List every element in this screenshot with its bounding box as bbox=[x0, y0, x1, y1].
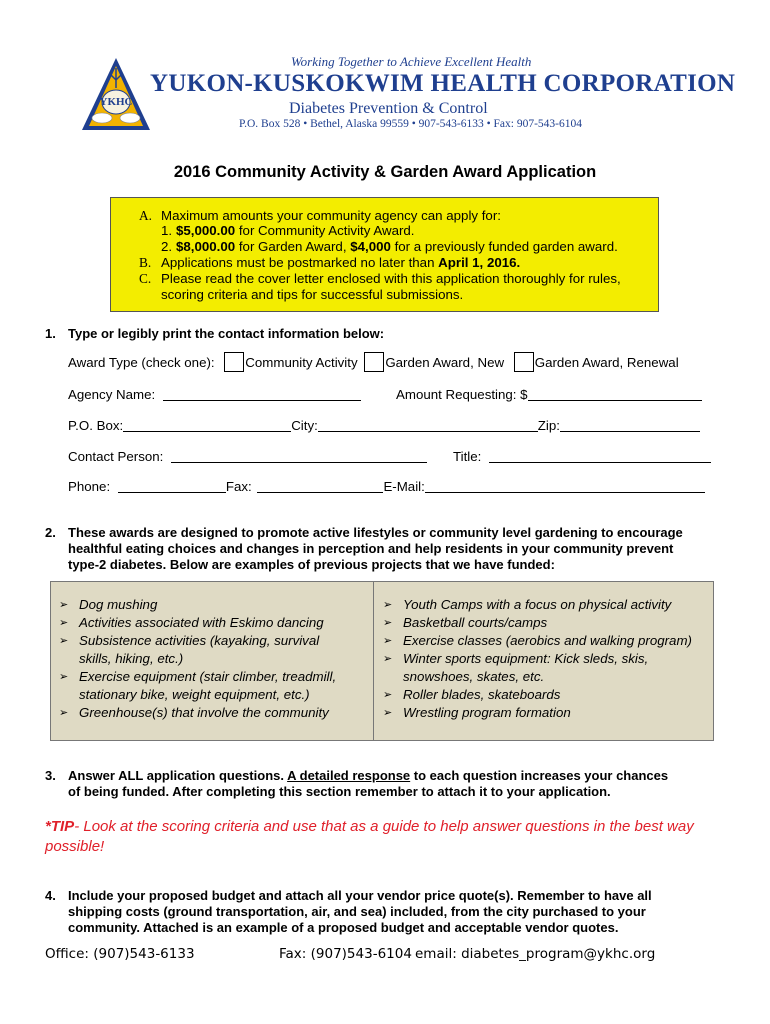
amount-requesting-field[interactable] bbox=[528, 387, 702, 401]
example-text: Wrestling program formation bbox=[403, 705, 571, 720]
zip-label: Zip: bbox=[537, 418, 560, 433]
example-text: snowshoes, skates, etc. bbox=[403, 669, 545, 684]
example-text: Activities associated with Eskimo dancing bbox=[79, 615, 324, 630]
city-label: City: bbox=[291, 418, 318, 433]
fax-label: Fax: bbox=[225, 479, 252, 494]
contact-person-field[interactable] bbox=[171, 449, 427, 463]
section-3-line-2: of being funded. After completing this section remember to attach it to your application. bbox=[68, 784, 611, 799]
organization-address: P.O. Box 528 • Bethel, Alaska 99559 • 907-543-6133 • Fax: 907-543-6104 bbox=[239, 118, 583, 130]
arrow-bullet-icon: ➢ bbox=[59, 671, 69, 683]
section-2-line-3: type-2 diabetes. Below are examples of previous projects that we have funded: bbox=[68, 557, 555, 572]
garden-renewal-label: Garden Award, Renewal bbox=[534, 355, 679, 370]
info-line-1: for Community Activity Award. bbox=[235, 223, 415, 238]
example-text: Winter sports equipment: Kick sleds, skis, bbox=[403, 651, 649, 666]
list-item-continuation bbox=[55, 650, 371, 668]
arrow-bullet-icon: ➢ bbox=[383, 653, 393, 665]
list-item bbox=[379, 650, 713, 668]
renewal-max-amount: $4,000 bbox=[350, 239, 391, 254]
arrow-bullet-icon: ➢ bbox=[59, 707, 69, 719]
agency-name-field[interactable] bbox=[163, 387, 361, 401]
footer-fax: Fax: (907)543-6104 bbox=[279, 946, 412, 962]
agency-name-label: Agency Name: bbox=[68, 387, 156, 402]
section-2-line-1: These awards are designed to promote active lifestyles or community level gardening to encourage bbox=[68, 525, 683, 540]
section-3-text bbox=[68, 768, 668, 800]
tip-note bbox=[45, 817, 725, 857]
fax-field[interactable] bbox=[257, 479, 383, 493]
logo-text: YKHC bbox=[99, 96, 133, 108]
info-line-2: for a previously funded garden award. bbox=[390, 239, 618, 254]
section-1-number: 1. bbox=[45, 326, 56, 341]
list-item bbox=[55, 614, 371, 632]
arrow-bullet-icon: ➢ bbox=[383, 635, 393, 647]
example-text: skills, hiking, etc.) bbox=[79, 651, 184, 666]
arrow-bullet-icon: ➢ bbox=[59, 635, 69, 647]
award-type-label: Award Type (check one): bbox=[68, 355, 215, 370]
arrow-bullet-icon: ➢ bbox=[383, 707, 393, 719]
organization-name: YUKON-KUSKOKWIM HEALTH CORPORATION bbox=[150, 70, 736, 97]
tip-text: - Look at the scoring criteria and use that as a guide to help answer questions in the best way possible! bbox=[45, 818, 694, 855]
info-line-b: Applications must be postmarked no later than bbox=[161, 255, 439, 270]
footer-email: email: diabetes_program@ykhc.org bbox=[415, 946, 656, 962]
amount-row bbox=[396, 387, 702, 402]
example-text: Basketball courts/camps bbox=[403, 615, 548, 630]
phone-label: Phone: bbox=[68, 479, 111, 494]
example-text: stationary bike, weight equipment, etc.) bbox=[79, 687, 310, 702]
example-text: Dog mushing bbox=[79, 597, 158, 612]
list-item bbox=[55, 668, 371, 686]
list-item bbox=[55, 596, 371, 614]
info-line-2-mid: for Garden Award, bbox=[235, 239, 351, 254]
example-text: Roller blades, skateboards bbox=[403, 687, 561, 702]
column-divider bbox=[373, 582, 374, 740]
contact-row bbox=[68, 449, 427, 464]
example-text: Exercise equipment (stair climber, treadmill, bbox=[79, 669, 337, 684]
award-type-row bbox=[68, 352, 679, 372]
garden-new-checkbox[interactable] bbox=[364, 352, 384, 372]
example-text: Greenhouse(s) that involve the community bbox=[79, 705, 329, 720]
list-item bbox=[379, 704, 713, 722]
section-4-line-2: shipping costs (ground transportation, air, and sea) included, from the city purchased to your bbox=[68, 904, 646, 919]
section-2-line-2: healthful eating choices and changes in perception and help residents in your community prevent bbox=[68, 541, 674, 556]
program-subtitle: Diabetes Prevention & Control bbox=[289, 100, 488, 117]
page-title: 2016 Community Activity & Garden Award Application bbox=[173, 163, 597, 181]
contact-person-label: Contact Person: bbox=[68, 449, 164, 464]
marker-b: B. bbox=[139, 255, 152, 270]
example-text: Exercise classes (aerobics and walking program) bbox=[403, 633, 692, 648]
email-field[interactable] bbox=[425, 479, 705, 493]
address-row bbox=[68, 418, 700, 433]
community-activity-label: Community Activity bbox=[245, 355, 358, 370]
title-label: Title: bbox=[453, 449, 482, 464]
section-3-underlined: A detailed response bbox=[287, 768, 411, 783]
agency-row bbox=[68, 387, 361, 402]
marker-2: 2. bbox=[161, 239, 173, 254]
section-4-line-1: Include your proposed budget and attach all your vendor price quote(s). Remember to have all bbox=[68, 888, 652, 903]
garden-new-label: Garden Award, New bbox=[385, 355, 505, 370]
marker-1: 1. bbox=[161, 223, 173, 238]
list-item bbox=[379, 632, 713, 650]
info-line-a: Maximum amounts your community agency can apply for: bbox=[161, 208, 501, 223]
email-label: E-Mail: bbox=[383, 479, 425, 494]
garden-max-amount: $8,000.00 bbox=[176, 239, 236, 254]
section-4-number: 4. bbox=[45, 888, 56, 903]
info-box bbox=[110, 197, 659, 312]
arrow-bullet-icon: ➢ bbox=[383, 599, 393, 611]
list-item bbox=[55, 632, 371, 650]
list-item bbox=[379, 686, 713, 704]
example-text: Subsistence activities (kayaking, survival bbox=[79, 633, 320, 648]
example-text: Youth Camps with a focus on physical activity bbox=[403, 597, 672, 612]
info-line-c: Please read the cover letter enclosed with this application thoroughly for rules, bbox=[161, 271, 621, 286]
list-item bbox=[379, 596, 713, 614]
section-4-text bbox=[68, 888, 652, 936]
examples-left-column bbox=[55, 596, 371, 722]
marker-a: A. bbox=[139, 208, 152, 223]
section-4-line-3: community. Attached is an example of a proposed budget and acceptable vendor quotes. bbox=[68, 920, 619, 935]
phone-field[interactable] bbox=[118, 479, 226, 493]
deadline: April 1, 2016. bbox=[438, 255, 521, 270]
community-max-amount: $5,000.00 bbox=[176, 223, 236, 238]
list-item bbox=[55, 704, 371, 722]
zip-field[interactable] bbox=[560, 418, 700, 432]
title-row bbox=[453, 449, 711, 464]
section-2-text bbox=[68, 525, 683, 573]
tagline: Working Together to Achieve Excellent Health bbox=[291, 54, 532, 69]
arrow-bullet-icon: ➢ bbox=[59, 599, 69, 611]
tip-label: *TIP bbox=[45, 818, 75, 835]
examples-right-column bbox=[379, 596, 713, 722]
ykhc-logo bbox=[80, 56, 152, 132]
community-activity-checkbox[interactable] bbox=[224, 352, 244, 372]
list-item-continuation bbox=[55, 686, 371, 704]
garden-renewal-checkbox[interactable] bbox=[514, 352, 534, 372]
section-1-heading: Type or legibly print the contact information below: bbox=[68, 326, 385, 341]
section-2-number: 2. bbox=[45, 525, 56, 540]
list-item-continuation bbox=[379, 668, 713, 686]
info-line-c2: scoring criteria and tips for successful submissions. bbox=[161, 287, 464, 302]
marker-c: C. bbox=[139, 271, 152, 286]
arrow-bullet-icon: ➢ bbox=[383, 689, 393, 701]
section-3-number: 3. bbox=[45, 768, 56, 783]
arrow-bullet-icon: ➢ bbox=[383, 617, 393, 629]
amount-requesting-label: Amount Requesting: $ bbox=[396, 387, 528, 402]
po-box-field[interactable] bbox=[123, 418, 291, 432]
section-3-post: to each question increases your chances bbox=[410, 768, 669, 783]
footer-office-phone: Office: (907)543-6133 bbox=[45, 946, 195, 962]
title-field[interactable] bbox=[489, 449, 711, 463]
po-box-label: P.O. Box: bbox=[68, 418, 124, 433]
list-item bbox=[379, 614, 713, 632]
phone-row bbox=[68, 479, 705, 494]
city-field[interactable] bbox=[318, 418, 538, 432]
section-3-pre: Answer ALL application questions. bbox=[68, 768, 288, 783]
funded-examples-table bbox=[50, 581, 714, 741]
arrow-bullet-icon: ➢ bbox=[59, 617, 69, 629]
